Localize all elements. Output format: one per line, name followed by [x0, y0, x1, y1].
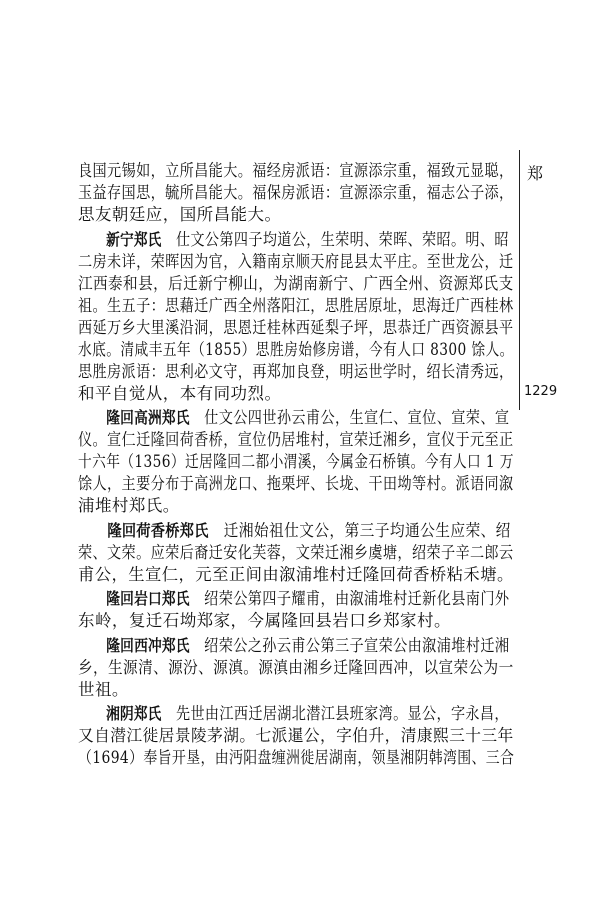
text-line	[78, 383, 514, 405]
text-line	[78, 610, 514, 632]
line-text: 绍荣公第四子耀甫，由溆浦堆村迁新化县南门外	[189, 589, 510, 608]
text-line	[78, 295, 514, 317]
text-line	[78, 361, 514, 383]
line-text: 又自潜江徙居景陵茅湖。七派暹公，字伯升，清康熙三十三年	[78, 726, 514, 745]
paragraph	[78, 588, 514, 632]
text-line	[78, 160, 514, 182]
line-text: 甫公，生宣仁，元至正间由溆浦堆村迁隆回荷香桥粘禾塘。	[78, 564, 514, 584]
line-text: 乡，生源清、源汾、源滇。源滇由湘乡迁隆回西冲，以宣荣公为一	[78, 657, 514, 677]
line-text: 先世由江西迁居湖北潜江县班家湾。显公，字永昌，	[161, 704, 509, 723]
section-heading: 隆回荷香桥郑氏	[107, 520, 209, 540]
line-text: 绍荣公之孙云甫公第三子宣荣公由溆浦堆村迁湘	[189, 635, 510, 655]
line-text: 东岭，复迁石坳郑家，今属隆回县岩口乡郑家村。	[78, 611, 451, 630]
line-text: 思胜房派语：思利必文守，再郑加良登，明运世学时，绍长清秀远，	[78, 361, 514, 381]
line-text: 江西泰和县，后迁新宁柳山，为湖南新宁、广西全州、资源郑氏支	[78, 273, 514, 293]
line-text: 祖。生五子：思藉迁广西全州落阳江，思胜居原址，思海迁广西桂林	[78, 295, 514, 315]
line-text: 西延万乡大里溪沿洞，思恩迁桂林西延梨子坪，思恭迁广西资源县平	[78, 317, 514, 337]
line-text: 浦堆村郑氏。	[78, 496, 180, 515]
section-heading: 隆回西冲郑氏	[106, 635, 190, 655]
body-text	[78, 160, 514, 769]
text-line	[78, 229, 509, 251]
text-line	[78, 520, 511, 542]
paragraph	[78, 160, 514, 226]
line-text: 良国元锡如，立所昌能大。福经房派语：宣源添宗重，福致元显聪，	[78, 161, 514, 180]
text-line	[78, 182, 514, 204]
line-text: 二房未详，荣晖因为官，入籍南京顺天府昆县太平庄。至世龙公，迁	[78, 251, 514, 271]
line-text: （1694）奉旨开垦，由沔阳盘缠洲徙居湖南，领垦湘阴韩湾围、三合	[78, 748, 515, 767]
page-number: 1229	[524, 384, 558, 399]
text-line	[78, 542, 514, 564]
text-line	[78, 273, 514, 295]
paragraph	[78, 229, 514, 405]
line-text: 十六年（1356）迁居隆回二都小渭溪，今属金石桥镇。今有人口 1 万	[78, 452, 514, 471]
text-line	[78, 635, 510, 657]
section-heading: 隆回岩口郑氏	[106, 589, 190, 608]
section-heading: 湘阴郑氏	[106, 704, 162, 723]
paragraph	[78, 635, 514, 701]
running-surname: 郑	[527, 164, 544, 183]
line-text: 和平自觉从，本有同功烈。	[78, 383, 282, 403]
text-line	[78, 588, 510, 610]
line-text: 仕文公四世孙云甫公，生宣仁、宣位、宣荣、宣	[189, 408, 510, 427]
paragraph	[78, 520, 514, 586]
margin-rule	[519, 150, 520, 410]
text-line	[78, 747, 515, 769]
text-line	[78, 317, 514, 339]
paragraph	[78, 407, 514, 517]
text-line	[78, 495, 514, 517]
text-line	[78, 407, 510, 429]
line-text: 荣、文荣。应荣后裔迁安化芙蓉，文荣迁湘乡虞塘，绍荣子辛二郎云	[78, 542, 514, 562]
text-line	[78, 339, 514, 361]
line-text: 迁湘始祖仕文公，第三子均通公生应荣、绍	[208, 520, 511, 540]
text-line	[78, 679, 514, 701]
text-line	[78, 657, 514, 679]
text-line	[78, 251, 514, 273]
text-line	[78, 725, 514, 747]
line-text: 仕文公第四子均道公，生荣明、荣晖、荣昭。明、昭	[161, 229, 509, 249]
line-text: 玉益存国思，毓所昌能大。福保房派语：宣源添宗重，福志公子添，	[78, 183, 514, 202]
line-text: 水底。清咸丰五年（1855）思胜房始修房谱，今有人口 8300 馀人。	[78, 339, 514, 359]
text-line	[78, 564, 514, 586]
text-line	[78, 703, 509, 725]
section-heading: 新宁郑氏	[106, 229, 162, 249]
line-text: 思友朝廷应，国所昌能大。	[78, 205, 282, 224]
line-text: 世祖。	[78, 679, 129, 699]
line-text: 馀人，主要分布于高洲龙口、拖栗坪、长垅、干田坳等村。派语同溆	[78, 474, 514, 493]
line-text: 仪。宣仁迁隆回荷香桥，宣位仍居堆村，宣荣迁湘乡，宣仪于元至正	[78, 430, 514, 449]
paragraph	[78, 703, 514, 769]
text-line	[78, 473, 514, 495]
text-line	[78, 204, 514, 226]
text-line	[78, 429, 514, 451]
text-line	[78, 451, 514, 473]
section-heading: 隆回高洲郑氏	[106, 408, 190, 427]
